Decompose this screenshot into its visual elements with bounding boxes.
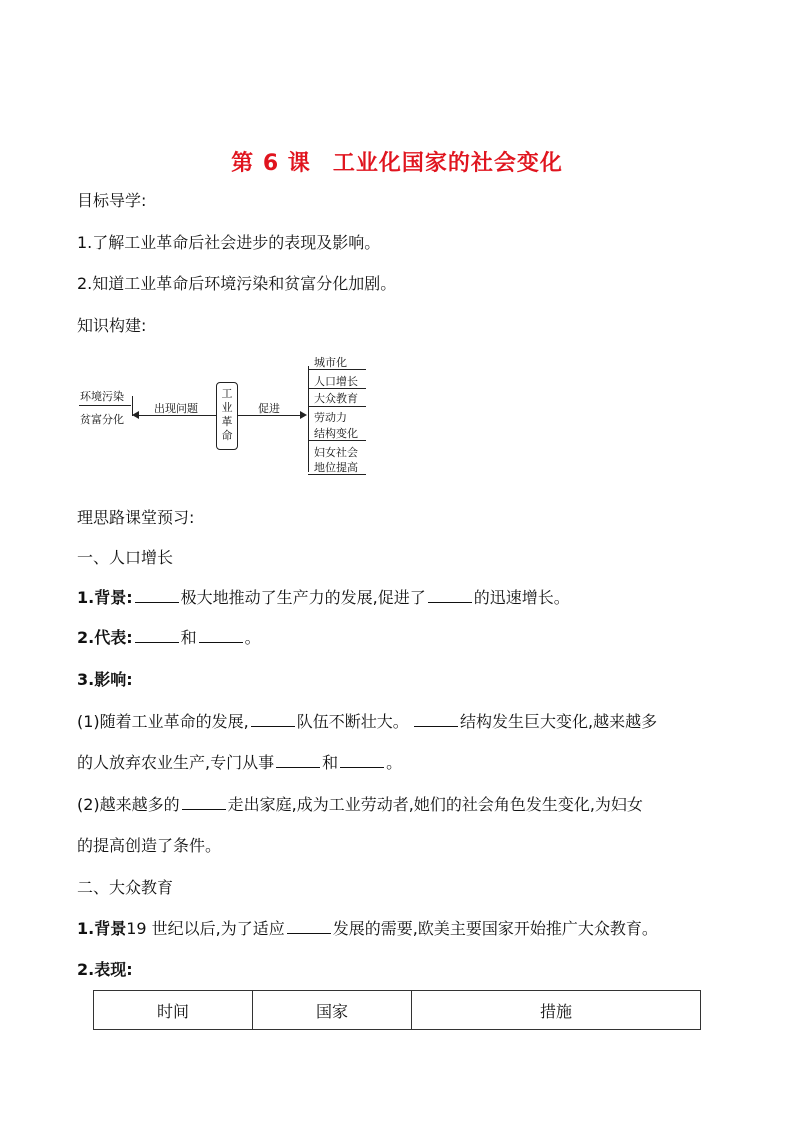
text: 极大地推动了生产力的发展,促进了 — [180, 588, 426, 607]
lesson-name: 工业化国家的社会变化 — [332, 151, 563, 176]
text: 的人放弃农业生产,专门从事 — [77, 753, 275, 772]
sec2-show-label: 2.表现: — [77, 960, 133, 979]
text: 。 — [244, 628, 261, 647]
right-item-urbanization: 城市化 — [314, 356, 347, 369]
blank[interactable] — [428, 588, 472, 603]
sec1-influence-1a — [77, 712, 657, 732]
core-char: 革 — [221, 415, 233, 428]
sec1-influence-1b — [77, 753, 402, 773]
table-row — [94, 991, 701, 1030]
blank[interactable] — [135, 628, 179, 643]
text: 发展的需要,欧美主要国家开始推广大众教育。 — [332, 919, 658, 938]
text: 走出家庭,成为工业劳动者,她们的社会角色发生变化,为妇女 — [227, 795, 643, 814]
table-header-country: 国家 — [253, 991, 412, 1030]
core-char: 业 — [221, 401, 233, 414]
blank[interactable] — [276, 753, 320, 768]
knowledge-heading: 知识构建: — [77, 316, 147, 335]
text: 和 — [322, 753, 339, 772]
blank[interactable] — [199, 628, 243, 643]
right-arrow-label: 促进 — [258, 402, 280, 415]
text: 结构发生巨大变化,越来越多 — [459, 712, 658, 731]
right-item-education: 大众教育 — [314, 392, 358, 405]
blank[interactable] — [182, 795, 226, 810]
blank[interactable] — [340, 753, 384, 768]
sec1-influence-label: 3.影响: — [77, 670, 133, 689]
core-industrial-revolution — [216, 382, 238, 450]
blank[interactable] — [251, 712, 295, 727]
goal-item-2: 2.知道工业革命后环境污染和贫富分化加剧。 — [77, 274, 397, 293]
sec2-background — [77, 919, 658, 939]
label: 2.代表: — [77, 628, 133, 647]
table-header-time: 时间 — [94, 991, 253, 1030]
blank[interactable] — [414, 712, 458, 727]
text: (1)随着工业革命的发展, — [77, 712, 249, 731]
left-item-pollution: 环境污染 — [80, 390, 124, 403]
label: 1.背景 — [77, 919, 127, 938]
right-item-population: 人口增长 — [314, 375, 358, 388]
right-item-women: 妇女社会 — [314, 446, 358, 459]
text: 的迅速增长。 — [473, 588, 570, 607]
preview-heading: 理思路课堂预习: — [77, 508, 195, 527]
text: (2)越来越多的 — [77, 795, 180, 814]
lesson-number: 第 6 课 — [231, 151, 311, 176]
right-item-labor-structure: 结构变化 — [314, 427, 358, 440]
text: 队伍不断壮大。 — [296, 712, 409, 731]
goal-item-1: 1.了解工业革命后社会进步的表现及影响。 — [77, 233, 381, 252]
goals-heading: 目标导学: — [77, 191, 147, 210]
left-arrow-label: 出现问题 — [154, 402, 198, 415]
sec1-background — [77, 588, 570, 608]
right-item-women-status: 地位提高 — [314, 461, 358, 474]
section-2-title: 二、大众教育 — [77, 878, 174, 897]
blank[interactable] — [135, 588, 179, 603]
text: 和 — [180, 628, 197, 647]
sec1-representatives — [77, 628, 261, 648]
blank[interactable] — [287, 919, 331, 934]
left-item-wealth-gap: 贫富分化 — [80, 413, 124, 426]
table-header-measure: 措施 — [412, 991, 701, 1030]
knowledge-diagram — [76, 350, 376, 480]
page-title — [0, 146, 794, 177]
education-table — [93, 990, 701, 1030]
core-char: 命 — [221, 429, 233, 442]
right-item-labor: 劳动力 — [314, 411, 347, 424]
text: 19 世纪以后,为了适应 — [126, 919, 285, 938]
core-char: 工 — [221, 387, 233, 400]
sec1-influence-2a — [77, 795, 643, 815]
text: 。 — [386, 753, 403, 772]
section-1-title: 一、人口增长 — [77, 548, 174, 567]
label: 1.背景: — [77, 588, 133, 607]
sec1-influence-2b: 的提高创造了条件。 — [77, 836, 222, 855]
